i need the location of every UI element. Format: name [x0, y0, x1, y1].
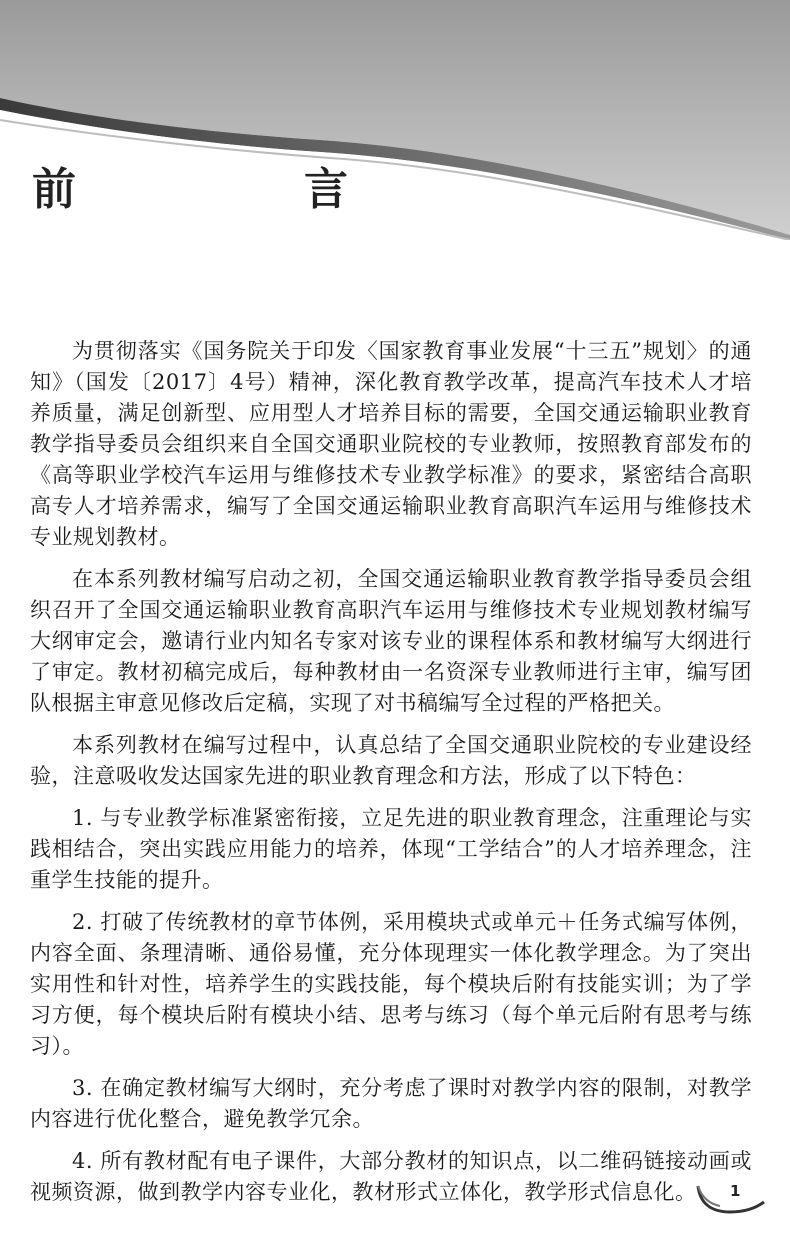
paragraph-feature-2: 2. 打破了传统教材的章节体例，采用模块式或单元＋任务式编写体例，内容全面、条理清晰、通俗易懂，充分体现理实一体化教学理念。为了突出实用性和针对性，培养学生的实践技能，每个模块后附有技能实训；为了学习方便，每个模块后附有模块小结、思考与练习（每个单元后附有思考与练习）。: [30, 910, 752, 1058]
paragraph-features-intro: 本系列教材在编写过程中，认真总结了全国交通职业院校的专业建设经验，注意吸收发达国家先进的职业教育理念和方法，形成了以下特色：: [30, 733, 752, 788]
page-number: 1: [730, 1182, 741, 1200]
paragraph-feature-1: 1. 与专业教学标准紧密衔接，立足先进的职业教育理念，注重理论与实践相结合，突出实践应用能力的培养，体现“工学结合”的人才培养理念，注重学生技能的提升。: [30, 806, 752, 892]
paragraph-feature-4: 4. 所有教材配有电子课件，大部分教材的知识点，以二维码链接动画或视频资源，做到教学内容专业化，教材形式立体化，教学形式信息化。: [30, 1149, 752, 1204]
paragraph-intro: 为贯彻落实《国务院关于印发〈国家教育事业发展“十三五”规划〉的通知》（国发〔2017〕4号）精神，深化教育教学改革，提高汽车技术人才培养质量，满足创新型、应用型人才培养目标的需要，全国交通运输职业教育教学指导委员会组织来自全国交通职业院校的专业教师，按照教育部发布的《高等职业学校汽车运用与维修技术专业教学标准》的要求，紧密结合高职高专人才培养需求，编写了全国交通运输职业教育高职汽车运用与维修技术专业规划教材。: [30, 339, 752, 549]
page-title: 前 言: [32, 164, 440, 215]
paragraph-review: 在本系列教材编写启动之初，全国交通运输职业教育教学指导委员会组织召开了全国交通运输职业教育高职汽车运用与维修技术专业规划教材编写大纲审定会，邀请行业内知名专家对该专业的课程体系和教材编写大纲进行了审定。教材初稿完成后，每种教材由一名资深专业教师进行主审，编写团队根据主审意见修改后定稿，实现了对书稿编写全过程的严格把关。: [30, 567, 752, 715]
paragraph-feature-3: 3. 在确定教材编写大纲时，充分考虑了课时对教学内容的限制，对教学内容进行优化整合，避免教学冗余。: [30, 1076, 752, 1131]
body-text: [30, 336, 752, 1219]
